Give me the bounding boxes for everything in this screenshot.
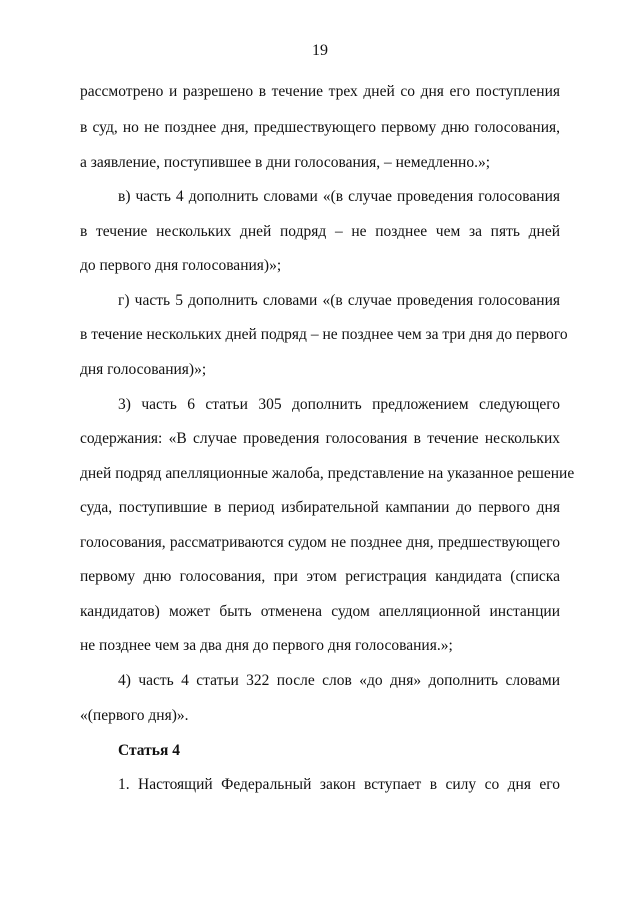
text-line: «(первого дня)». [80,707,189,724]
text-line: 4) часть 4 статьи 322 после слов «до дня» дополнить словами [118,672,560,689]
text-line: дня голосования)»; [80,361,207,378]
article-heading: Статья 4 [118,742,180,759]
text-line: не позднее чем за два дня до первого дня голосования.»; [80,637,453,654]
text-line: в течение нескольких дней подряд – не позднее чем за три дня до первого [80,326,568,343]
text-line: г) часть 5 дополнить словами «(в случае проведения голосования [118,292,560,309]
text-line: до первого дня голосования)»; [80,257,282,274]
text-line: рассмотрено и разрешено в течение трех дней со дня его поступления [80,83,560,100]
text-line: дней подряд апелляционные жалоба, представление на указанное решение [80,465,575,482]
page-number: 19 [312,42,328,59]
text-line: первому дню голосования, при этом регистрация кандидата (списка [80,568,560,585]
text-line: 1. Настоящий Федеральный закон вступает в силу со дня его [118,776,560,793]
text-line: в) часть 4 дополнить словами «(в случае проведения голосования [118,188,560,205]
text-line: 3) часть 6 статьи 305 дополнить предложением следующего [118,396,560,413]
text-line: суда, поступившие в период избирательной кампании до первого дня [80,499,560,516]
text-line: содержания: «В случае проведения голосования в течение нескольких [80,430,560,447]
text-line: в течение нескольких дней подряд – не позднее чем за пять дней [80,223,560,240]
text-line: голосования, рассматриваются судом не позднее дня, предшествующего [80,534,560,551]
text-line: в суд, но не позднее дня, предшествующего первому дню голосования, [80,119,560,136]
text-line: кандидатов) может быть отменена судом апелляционной инстанции [80,603,560,620]
text-line: а заявление, поступившее в дни голосования, – немедленно.»; [80,154,491,171]
